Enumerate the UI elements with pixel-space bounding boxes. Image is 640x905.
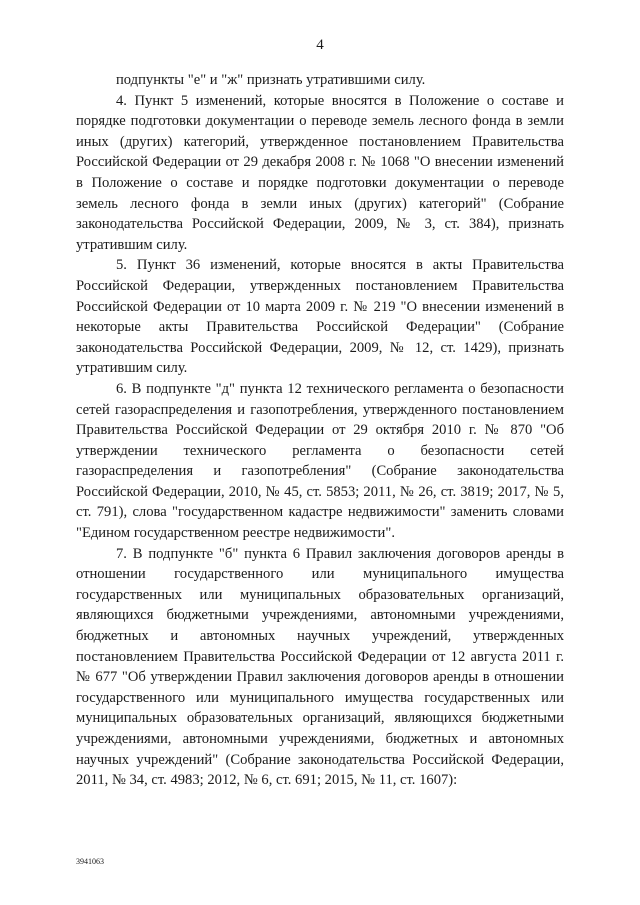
paragraph-item-5: 5. Пункт 36 изменений, которые вносятся в акты Правительства Российской Федерации, утвержденных постановлением Правительства Российской Федерации от 10 марта 2009 г. № 219 "О внесении изменений в некоторые акты Правительства Российской Федерации" (Собрание законодательства Российской Федерации, 2009, № 12, ст. 1429), признать утратившим силу. bbox=[76, 257, 564, 377]
page-number: 4 bbox=[316, 37, 324, 53]
document-body bbox=[76, 70, 564, 791]
document-code: 3941063 bbox=[76, 857, 104, 866]
paragraph-item-6: 6. В подпункте "д" пункта 12 технического регламента о безопасности сетей газораспределения и газопотребления, утвержденного постановлением Правительства Российской Федерации от 29 октября 2010 г. № 870 "Об утверждении технического регламента о безопасности сетей газораспределения и газопотребления" (Собрание законодательства Российской Федерации, 2010, № 45, ст. 5853; 2011, № 26, ст. 3819; 2017, № 5, ст. 791), слова "государственном кадастре недвижимости" заменить словами "Едином государственном реестре недвижимости". bbox=[76, 380, 564, 542]
paragraph-item-4: 4. Пункт 5 изменений, которые вносятся в Положение о составе и порядке подготовки документации о переводе земель лесного фонда в земли иных (других) категорий, утвержденное постановлением Правительства Российской Федерации от 29 декабря 2008 г. № 1068 "О внесении изменений в Положение о составе и порядке подготовки документации о переводе земель лесного фонда в земли иных (других) категорий" (Собрание законодательства Российской Федерации, 2009, № 3, ст. 384), признать утратившим силу. bbox=[76, 92, 564, 253]
paragraph-continuation: подпункты "е" и "ж" признать утратившими силу. bbox=[116, 72, 426, 88]
paragraph-item-7: 7. В подпункте "б" пункта 6 Правил заключения договоров аренды в отношении государственного или муниципального имущества государственных или муниципальных образовательных организаций, являющихся бюджетными учреждениями, автономными учреждениями, бюджетных и автономных научных учреждений, утвержденных постановлением Правительства Российской Федерации от 12 августа 2011 г. № 677 "Об утверждении Правил заключения договоров аренды в отношении государственного или муниципального имущества государственных или муниципальных образовательных организаций, являющихся бюджетными учреждениями, автономными учреждениями, бюджетных и автономных научных учреждений" (Собрание законодательства Российской Федерации, 2011, № 34, ст. 4983; 2012, № 6, ст. 691; 2015, № 11, ст. 1607): bbox=[76, 545, 564, 789]
